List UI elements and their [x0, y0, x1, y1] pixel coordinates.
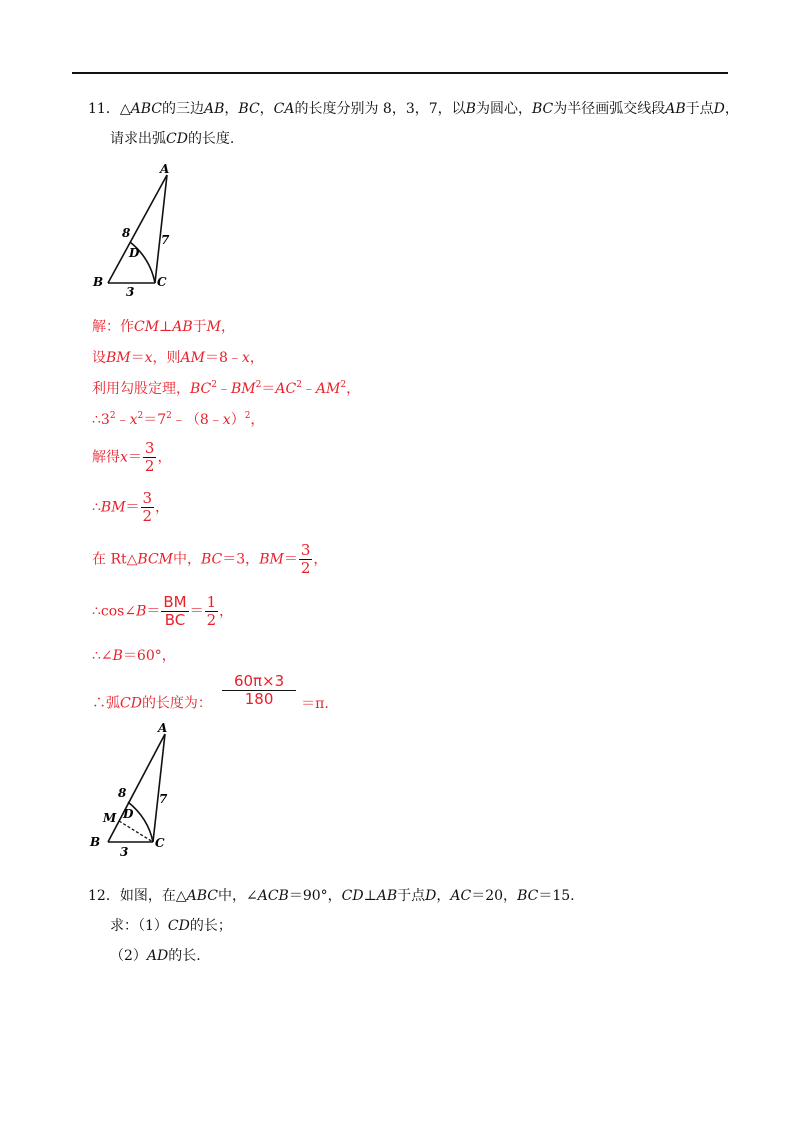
label-A: A — [160, 162, 170, 176]
q12-line1: 12．如图，在△ABC中，∠ACB＝90°，CD⊥AB于点D，AC＝20，BC＝15. — [88, 888, 575, 904]
header-rule — [72, 72, 728, 74]
label-D: D — [129, 246, 140, 260]
q11-line1: 11．△ABC的三边AB，BC，CA的长度分别为 8，3，7，以B为圆心，BC为半径画弧交线段AB于点D， — [88, 101, 739, 117]
solution-line1: 解：作CM⊥AB于M， — [92, 319, 235, 335]
q12-line2: 求：（1）CD的长； — [110, 918, 232, 934]
fraction-arc-length: $\frac{60\pi\times 3}{180}$ — [222, 673, 296, 708]
label-ab: 8 — [122, 226, 131, 240]
label-C: C — [157, 275, 167, 289]
label-bc: 3 — [126, 285, 135, 298]
fraction-3-2: $\frac{3}{2}$ — [144, 439, 155, 475]
solution-line3: 利用勾股定理，$BC^2﹣BM^2=AC^2﹣AM^2$， — [92, 380, 361, 397]
fraction-1-2: $\frac{1}{2}$ — [206, 593, 217, 629]
label-B: B — [90, 835, 101, 849]
fraction-3-2: $\frac{3}{2}$ — [142, 489, 153, 525]
solution-line8: ∴cos∠B＝ $\frac{BM}{BC}$ ＝ $\frac{1}{2}$ ， — [92, 593, 234, 629]
triangle-figure-2 — [86, 718, 186, 858]
label-bc: 3 — [120, 845, 129, 858]
solution-line10: ∴弧CD的长度为： $\frac{60\pi\times 3}{180}$ ＝π. — [92, 672, 329, 712]
label-D: D — [123, 807, 134, 821]
label-ab: 8 — [118, 786, 127, 800]
q12-line3: （2）AD的长. — [110, 948, 201, 964]
solution-line5: 解得x＝ $\frac{3}{2}$ ， — [92, 439, 172, 475]
solution-line2: 设BM＝x，则AM＝8﹣x， — [92, 350, 264, 366]
solution-line7: 在 Rt△BCM中，BC＝3，BM＝ $\frac{3}{2}$ ， — [92, 541, 328, 577]
label-ac: 7 — [159, 792, 168, 806]
solution-line4: $\therefore 3^2﹣x^2=7^2﹣(8﹣x)^2$， — [92, 411, 265, 428]
label-A: A — [158, 721, 168, 735]
solution-line6: ∴BM＝ $\frac{3}{2}$ ， — [92, 489, 170, 525]
label-ac: 7 — [161, 233, 170, 247]
fraction-bm-bc: $\frac{BM}{BC}$ — [163, 593, 187, 629]
fraction-3-2: $\frac{3}{2}$ — [300, 541, 311, 577]
solution-line9: ∴∠B＝60°， — [92, 648, 176, 664]
label-C: C — [155, 836, 165, 850]
label-B: B — [93, 275, 104, 289]
label-M: M — [103, 811, 117, 825]
q11-line2: 请求出弧CD的长度. — [110, 131, 235, 147]
triangle-figure-1 — [88, 158, 188, 298]
